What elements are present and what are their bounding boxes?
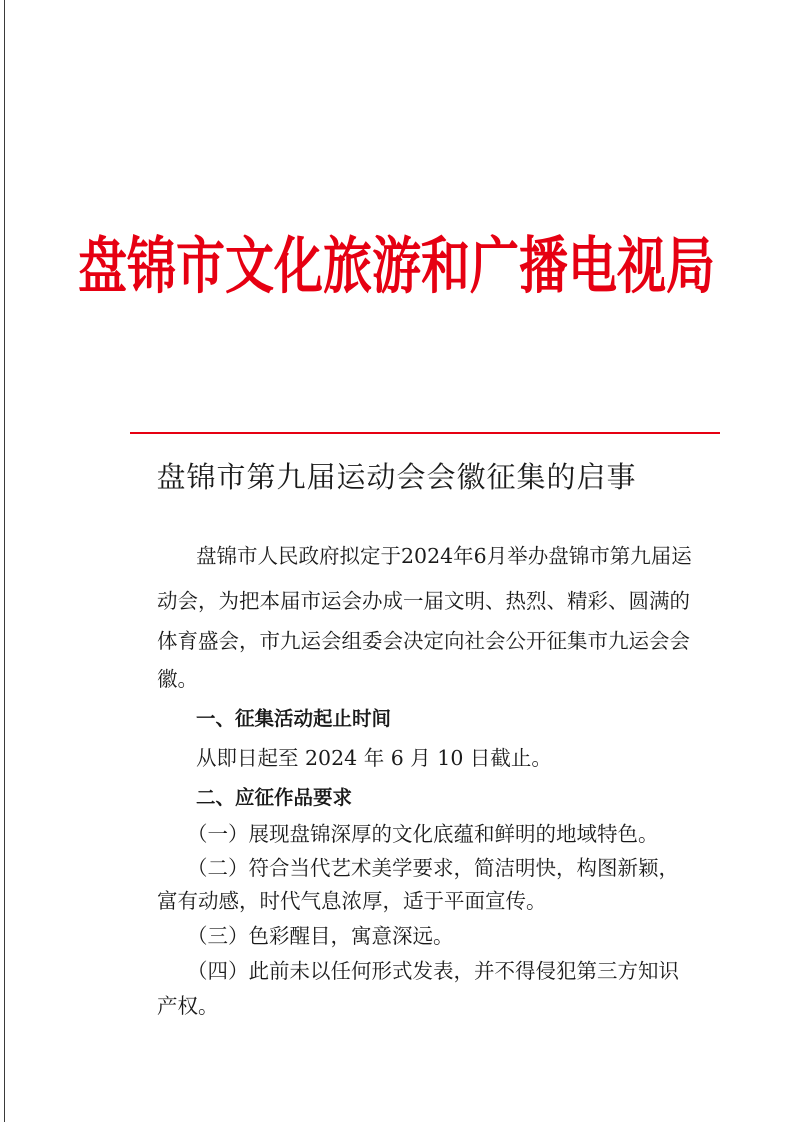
requirement-item-1: （一）展现盘锦深厚的文化底蕴和鲜明的地域特色。 xyxy=(187,822,659,846)
requirement-item-2-line-1: （二）符合当代艺术美学要求，简洁明快，构图新颖， xyxy=(187,856,679,880)
intro-line-4: 徽。 xyxy=(157,667,198,691)
page-edge-line xyxy=(4,0,5,1122)
requirement-item-4-line-2: 产权。 xyxy=(157,994,219,1018)
document-title: 盘锦市第九届运动会会徽征集的启事 xyxy=(156,460,637,494)
requirement-item-2-line-2: 富有动感，时代气息浓厚，适于平面宣传。 xyxy=(157,889,547,913)
intro-line-2: 动会，为把本届市运会办成一届文明、热烈、精彩、圆满的 xyxy=(157,589,690,613)
section-1-text: 从即日起至 2024 年 6 月 10 日截止。 xyxy=(196,746,552,770)
section-2-heading: 二、应征作品要求 xyxy=(196,786,353,809)
requirement-item-4-line-1: （四）此前未以任何形式发表，并不得侵犯第三方知识 xyxy=(187,959,679,983)
intro-line-1: 盘锦市人民政府拟定于2024年6月举办盘锦市第九届运 xyxy=(196,544,692,568)
letterhead-red-rule xyxy=(130,432,720,434)
requirement-item-3: （三）色彩醒目，寓意深远。 xyxy=(187,924,454,948)
letterhead-org-name: 盘锦市文化旅游和广播电视局 xyxy=(77,229,715,302)
section-1-heading: 一、征集活动起止时间 xyxy=(196,707,392,730)
intro-line-3: 体育盛会，市九运会组委会决定向社会公开征集市九运会会 xyxy=(157,629,690,653)
